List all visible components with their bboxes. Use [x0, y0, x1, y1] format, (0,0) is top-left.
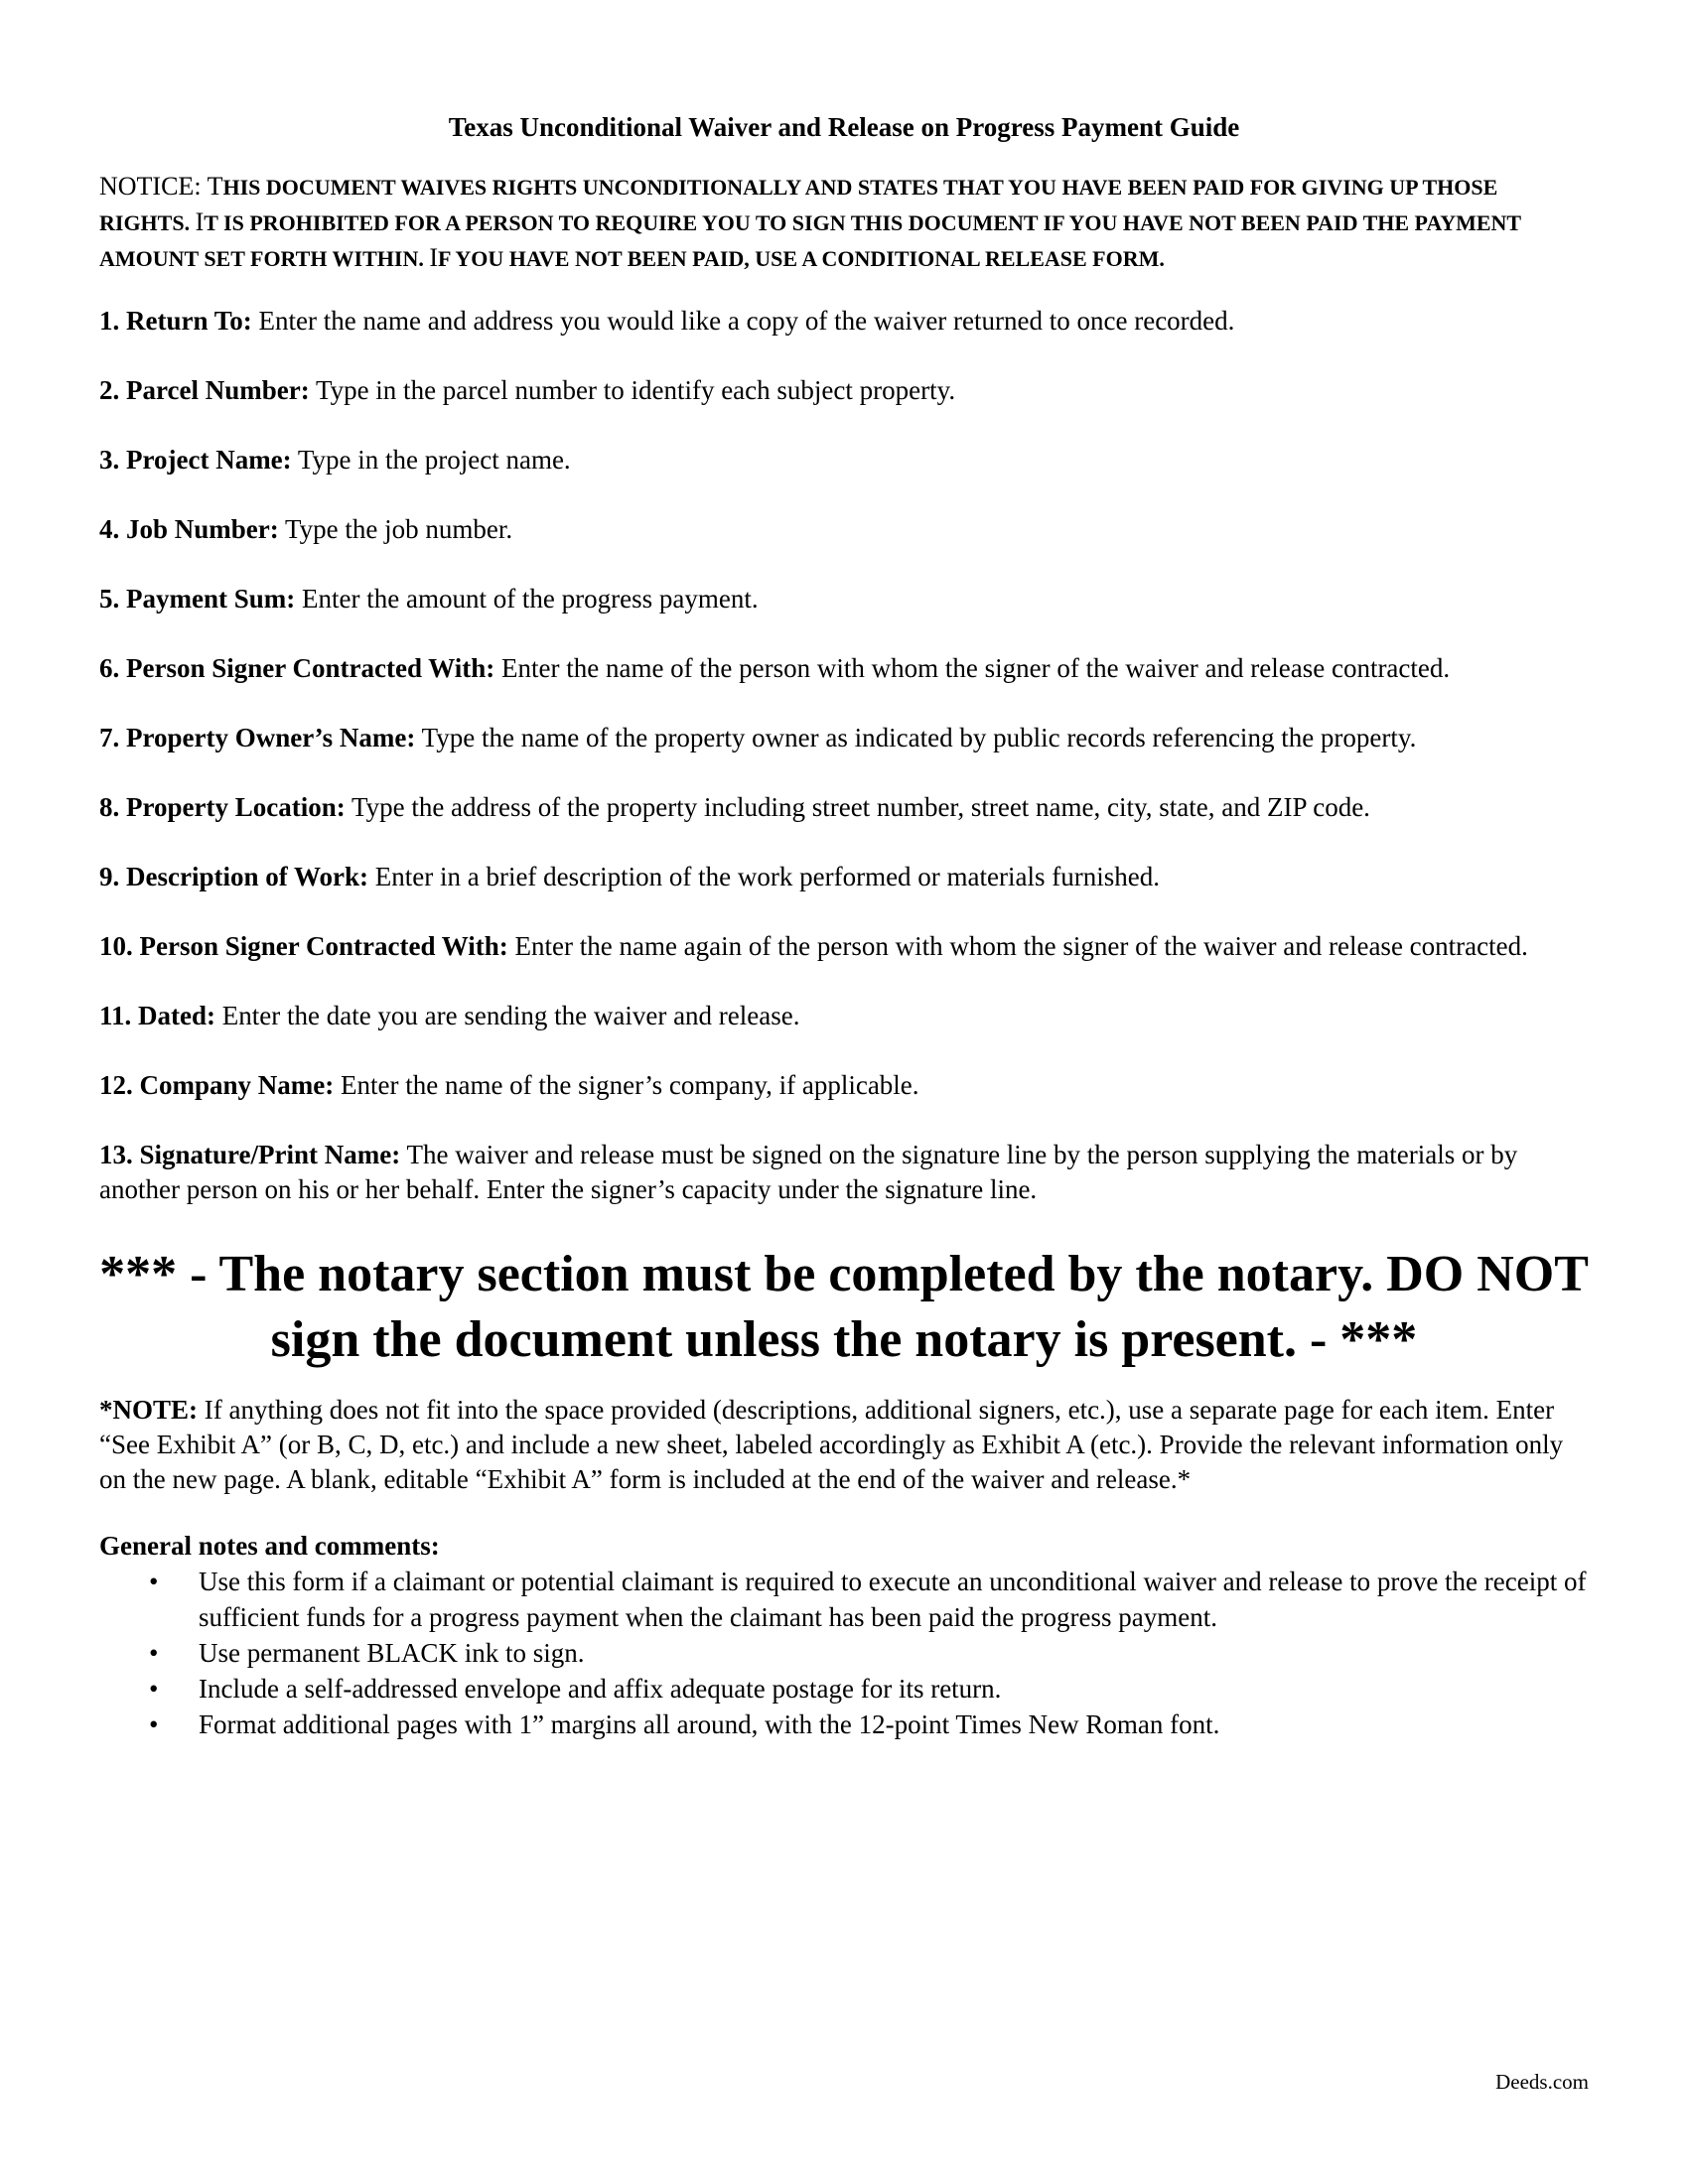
item-label: 5. Payment Sum: — [99, 584, 296, 614]
instruction-item-person-signer-again — [99, 929, 1589, 964]
bullet-icon: • — [149, 1674, 159, 1704]
note-text: If anything does not fit into the space provided (descriptions, additional signers, etc.), use a separate page for each item. Enter “See Exhibit A” (or B, C, D, etc.) and include a new sheet, labeled accordingly as Exhibit A (etc.). Provide the relevant information only on the new page. A blank, editable “Exhibit A” form is included at the end of the waiver and release.* — [99, 1395, 1564, 1494]
list-item: • Use this form if a claimant or potential claimant is required to execute an unconditional waiver and release to prove the receipt of sufficient funds for a progress payment when the claimant has been paid the progress payment. — [99, 1564, 1589, 1635]
item-text: Type in the project name. — [297, 445, 571, 475]
item-text: Enter the name of the person with whom the signer of the waiver and release contracted. — [501, 653, 1451, 683]
list-item: • Format additional pages with 1” margins all around, with the 12-point Times New Roman font. — [99, 1706, 1589, 1742]
item-label: 2. Parcel Number: — [99, 375, 310, 405]
instruction-item-return-to — [99, 304, 1589, 339]
item-text: Type the job number. — [285, 514, 513, 544]
item-text: Type in the parcel number to identify each subject property. — [315, 375, 956, 405]
document-title: Texas Unconditional Waiver and Release on Progress Payment Guide — [448, 112, 1240, 142]
notice-paragraph — [99, 169, 1589, 276]
item-label: 12. Company Name: — [99, 1070, 335, 1100]
instruction-item-owner-name — [99, 721, 1589, 755]
notice-segment: IT IS PROHIBITED FOR A PERSON TO REQUIRE YOU TO SIGN THIS DOCUMENT IF YOU HAVE NOT BEEN PAID THE PAYMENT AMOUNT SET FORTH WITHIN. — [99, 207, 1521, 271]
notice-segment: THIS DOCUMENT WAIVES RIGHTS UNCONDITIONALLY AND STATES THAT YOU HAVE BEEN PAID FOR GIVING UP THOSE RIGHTS. — [99, 172, 1498, 235]
instruction-item-description-of-work — [99, 860, 1589, 894]
item-label: 9. Description of Work: — [99, 862, 368, 891]
notice-lead: NOTICE: — [99, 172, 202, 201]
item-text: Enter in a brief description of the work performed or materials furnished. — [374, 862, 1160, 891]
instruction-item-person-signer — [99, 651, 1589, 686]
item-text: Enter the date you are sending the waiver and release. — [221, 1001, 800, 1030]
instruction-item-payment-sum — [99, 582, 1589, 616]
general-notes-heading: General notes and comments: — [99, 1531, 440, 1561]
item-label: 6. Person Signer Contracted With: — [99, 653, 495, 683]
bullet-icon: • — [149, 1638, 159, 1668]
instruction-item-job-number — [99, 512, 1589, 547]
item-label: 13. Signature/Print Name: — [99, 1140, 401, 1169]
item-label: 7. Property Owner’s Name: — [99, 723, 416, 752]
item-text: Enter the amount of the progress payment. — [302, 584, 759, 614]
general-notes-list — [99, 1564, 1589, 1742]
item-label: 1. Return To: — [99, 306, 252, 336]
item-label: 10. Person Signer Contracted With: — [99, 931, 508, 961]
instruction-item-project-name — [99, 443, 1589, 478]
exhibit-note — [99, 1393, 1589, 1497]
instruction-item-company-name — [99, 1068, 1589, 1103]
document-page — [99, 107, 1589, 1742]
item-label: 11. Dated: — [99, 1001, 215, 1030]
footer-brand: Deeds.com — [1495, 2070, 1589, 2094]
list-item: • Use permanent BLACK ink to sign. — [99, 1635, 1589, 1671]
item-text: Type the address of the property including street number, street name, city, state, and ZIP code. — [351, 792, 1370, 822]
instruction-item-dated — [99, 999, 1589, 1033]
instruction-item-property-location — [99, 790, 1589, 825]
item-text: The waiver and release must be signed on the signature line by the person supplying the materials or by another person on his or her behalf. Enter the signer’s capacity under the signature line. — [99, 1140, 1518, 1204]
item-label: 4. Job Number: — [99, 514, 279, 544]
instruction-item-signature — [99, 1138, 1589, 1207]
item-label: 8. Property Location: — [99, 792, 346, 822]
list-item: • Include a self-addressed envelope and affix adequate postage for its return. — [99, 1671, 1589, 1706]
note-label: *NOTE: — [99, 1395, 199, 1425]
notary-warning: *** - The notary section must be completed by the notary. DO NOT sign the document unless the notary is present. - *** — [99, 1246, 1589, 1368]
bullet-icon: • — [149, 1709, 159, 1739]
item-label: 3. Project Name: — [99, 445, 292, 475]
item-text: Enter the name and address you would like a copy of the waiver returned to once recorded. — [258, 306, 1235, 336]
notice-segment: IF YOU HAVE NOT BEEN PAID, USE A CONDITIONAL RELEASE FORM. — [429, 243, 1165, 272]
bullet-icon: • — [149, 1567, 159, 1596]
item-text: Enter the name again of the person with whom the signer of the waiver and release contracted. — [514, 931, 1528, 961]
instruction-item-parcel-number — [99, 373, 1589, 408]
item-text: Type the name of the property owner as indicated by public records referencing the property. — [421, 723, 1417, 752]
item-text: Enter the name of the signer’s company, if applicable. — [341, 1070, 919, 1100]
